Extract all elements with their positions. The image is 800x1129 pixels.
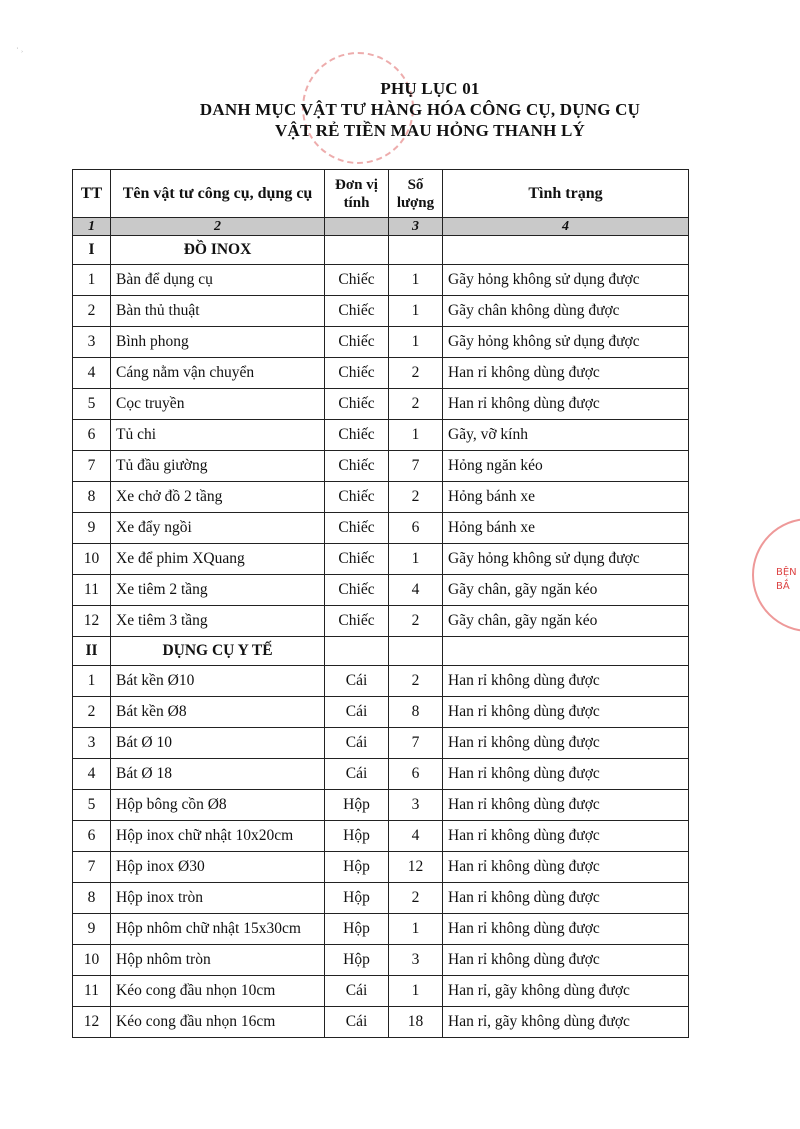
item-unit: Hộp — [325, 821, 389, 852]
item-quantity: 1 — [389, 327, 443, 358]
item-condition: Han rỉ không dùng được — [443, 358, 689, 389]
section-title: ĐỒ INOX — [111, 236, 325, 265]
item-quantity: 7 — [389, 451, 443, 482]
table-header-row — [73, 170, 689, 218]
item-unit: Chiếc — [325, 389, 389, 420]
item-condition: Han rỉ không dùng được — [443, 883, 689, 914]
header-name: Tên vật tư công cụ, dụng cụ — [111, 170, 325, 218]
empty-cell — [443, 236, 689, 265]
item-unit: Chiếc — [325, 296, 389, 327]
item-condition: Gãy hỏng không sử dụng được — [443, 327, 689, 358]
item-condition: Han rỉ, gãy không dùng được — [443, 1007, 689, 1038]
item-quantity: 2 — [389, 482, 443, 513]
item-quantity: 1 — [389, 544, 443, 575]
empty-cell — [325, 236, 389, 265]
section-title: DỤNG CỤ Y TẾ — [111, 637, 325, 666]
empty-cell — [389, 637, 443, 666]
item-name: Bàn thủ thuật — [111, 296, 325, 327]
item-number: 5 — [73, 389, 111, 420]
item-unit: Chiếc — [325, 544, 389, 575]
item-quantity: 12 — [389, 852, 443, 883]
table-row — [73, 883, 689, 914]
item-quantity: 1 — [389, 296, 443, 327]
item-condition: Han rỉ không dùng được — [443, 759, 689, 790]
item-name: Xe tiêm 2 tầng — [111, 575, 325, 606]
section-number: II — [73, 637, 111, 666]
item-name: Bát kền Ø10 — [111, 666, 325, 697]
index-cell: 4 — [443, 218, 689, 236]
item-unit: Cái — [325, 697, 389, 728]
item-number: 2 — [73, 697, 111, 728]
appendix-heading: PHỤ LỤC 01 — [380, 79, 480, 98]
table-row — [73, 513, 689, 544]
item-name: Xe để phim XQuang — [111, 544, 325, 575]
item-condition: Han rỉ không dùng được — [443, 821, 689, 852]
table-row — [73, 976, 689, 1007]
item-number: 12 — [73, 606, 111, 637]
item-number: 5 — [73, 790, 111, 821]
item-number: 11 — [73, 575, 111, 606]
item-name: Bát Ø 18 — [111, 759, 325, 790]
stamp-side-text-1: BỆN — [776, 567, 797, 578]
table-row — [73, 914, 689, 945]
item-number: 8 — [73, 883, 111, 914]
table-row — [73, 358, 689, 389]
item-quantity: 18 — [389, 1007, 443, 1038]
item-unit: Cái — [325, 759, 389, 790]
item-quantity: 2 — [389, 358, 443, 389]
item-unit: Hộp — [325, 883, 389, 914]
item-name: Bát kền Ø8 — [111, 697, 325, 728]
table-row — [73, 790, 689, 821]
item-condition: Han rỉ không dùng được — [443, 852, 689, 883]
header-tt: TT — [73, 170, 111, 218]
section-number: I — [73, 236, 111, 265]
index-cell: 3 — [389, 218, 443, 236]
item-number: 9 — [73, 513, 111, 544]
item-quantity: 6 — [389, 513, 443, 544]
item-unit: Hộp — [325, 945, 389, 976]
item-condition: Han rỉ, gãy không dùng được — [443, 976, 689, 1007]
item-unit: Chiếc — [325, 420, 389, 451]
item-number: 10 — [73, 945, 111, 976]
item-condition: Han rỉ không dùng được — [443, 697, 689, 728]
item-number: 3 — [73, 327, 111, 358]
item-quantity: 3 — [389, 945, 443, 976]
item-name: Tủ chi — [111, 420, 325, 451]
item-quantity: 7 — [389, 728, 443, 759]
section-row — [73, 236, 689, 265]
item-name: Kéo cong đầu nhọn 10cm — [111, 976, 325, 1007]
item-quantity: 2 — [389, 883, 443, 914]
item-quantity: 8 — [389, 697, 443, 728]
item-number: 3 — [73, 728, 111, 759]
index-row — [73, 218, 689, 236]
item-unit: Chiếc — [325, 358, 389, 389]
table-row — [73, 852, 689, 883]
item-unit: Chiếc — [325, 327, 389, 358]
table-row — [73, 1007, 689, 1038]
header-condition: Tình trạng — [443, 170, 689, 218]
document-title — [0, 78, 800, 141]
empty-cell — [325, 637, 389, 666]
item-number: 7 — [73, 451, 111, 482]
item-quantity: 4 — [389, 575, 443, 606]
item-name: Hộp nhôm chữ nhật 15x30cm — [111, 914, 325, 945]
item-condition: Hỏng bánh xe — [443, 482, 689, 513]
item-number: 6 — [73, 821, 111, 852]
item-unit: Chiếc — [325, 265, 389, 296]
item-quantity: 2 — [389, 666, 443, 697]
item-quantity: 2 — [389, 389, 443, 420]
item-number: 9 — [73, 914, 111, 945]
empty-cell — [389, 236, 443, 265]
table-row — [73, 821, 689, 852]
item-quantity: 1 — [389, 976, 443, 1007]
item-number: 4 — [73, 759, 111, 790]
item-number: 8 — [73, 482, 111, 513]
item-condition: Gãy chân, gãy ngăn kéo — [443, 606, 689, 637]
item-quantity: 1 — [389, 420, 443, 451]
item-name: Hộp bông cồn Ø8 — [111, 790, 325, 821]
table-row — [73, 697, 689, 728]
list-subheading: VẬT RẺ TIỀN MAU HỎNG THANH LÝ — [275, 121, 585, 140]
item-number: 10 — [73, 544, 111, 575]
item-name: Hộp inox Ø30 — [111, 852, 325, 883]
table-row — [73, 420, 689, 451]
item-unit: Cái — [325, 976, 389, 1007]
item-quantity: 1 — [389, 265, 443, 296]
inventory-table — [72, 169, 689, 1038]
item-unit: Chiếc — [325, 575, 389, 606]
table-row — [73, 606, 689, 637]
item-condition: Gãy hỏng không sử dụng được — [443, 265, 689, 296]
item-number: 11 — [73, 976, 111, 1007]
item-condition: Gãy hỏng không sử dụng được — [443, 544, 689, 575]
table-row — [73, 759, 689, 790]
item-condition: Gãy chân, gãy ngăn kéo — [443, 575, 689, 606]
table-row — [73, 945, 689, 976]
table-row — [73, 575, 689, 606]
item-condition: Hỏng ngăn kéo — [443, 451, 689, 482]
item-unit: Cái — [325, 666, 389, 697]
item-name: Tủ đầu giường — [111, 451, 325, 482]
list-heading: DANH MỤC VẬT TƯ HÀNG HÓA CÔNG CỤ, DỤNG CỤ — [199, 100, 641, 119]
header-qty: Số lượng — [389, 170, 443, 218]
item-number: 6 — [73, 420, 111, 451]
stamp-side-text-2: BẮ — [776, 581, 790, 592]
item-unit: Hộp — [325, 852, 389, 883]
item-condition: Gãy, vỡ kính — [443, 420, 689, 451]
item-name: Cọc truyền — [111, 389, 325, 420]
item-name: Xe tiêm 3 tầng — [111, 606, 325, 637]
item-name: Bình phong — [111, 327, 325, 358]
section-row — [73, 637, 689, 666]
item-quantity: 1 — [389, 914, 443, 945]
table-row — [73, 327, 689, 358]
item-name: Hộp inox tròn — [111, 883, 325, 914]
scan-specks: ˙ ˒ — [16, 46, 24, 55]
item-quantity: 4 — [389, 821, 443, 852]
item-condition: Han rỉ không dùng được — [443, 790, 689, 821]
item-name: Xe đẩy ngồi — [111, 513, 325, 544]
item-number: 4 — [73, 358, 111, 389]
item-quantity: 2 — [389, 606, 443, 637]
item-unit: Chiếc — [325, 482, 389, 513]
item-name: Xe chở đồ 2 tầng — [111, 482, 325, 513]
item-unit: Hộp — [325, 790, 389, 821]
item-name: Hộp inox chữ nhật 10x20cm — [111, 821, 325, 852]
item-name: Kéo cong đầu nhọn 16cm — [111, 1007, 325, 1038]
item-condition: Han rỉ không dùng được — [443, 914, 689, 945]
index-cell: 2 — [111, 218, 325, 236]
item-unit: Cái — [325, 1007, 389, 1038]
header-unit: Đơn vị tính — [325, 170, 389, 218]
item-unit: Chiếc — [325, 451, 389, 482]
item-condition: Han rỉ không dùng được — [443, 728, 689, 759]
item-name: Hộp nhôm tròn — [111, 945, 325, 976]
item-condition: Han rỉ không dùng được — [443, 945, 689, 976]
index-cell — [325, 218, 389, 236]
table-row — [73, 544, 689, 575]
item-name: Cáng nằm vận chuyển — [111, 358, 325, 389]
item-unit: Hộp — [325, 914, 389, 945]
item-name: Bàn để dụng cụ — [111, 265, 325, 296]
stamp-side-text — [776, 566, 797, 594]
item-quantity: 3 — [389, 790, 443, 821]
item-condition: Han rỉ không dùng được — [443, 389, 689, 420]
table-row — [73, 265, 689, 296]
item-name: Bát Ø 10 — [111, 728, 325, 759]
table-row — [73, 666, 689, 697]
item-unit: Cái — [325, 728, 389, 759]
table-row — [73, 728, 689, 759]
item-condition: Han rỉ không dùng được — [443, 666, 689, 697]
item-condition: Hỏng bánh xe — [443, 513, 689, 544]
item-number: 2 — [73, 296, 111, 327]
table-row — [73, 389, 689, 420]
item-number: 1 — [73, 666, 111, 697]
item-number: 12 — [73, 1007, 111, 1038]
item-unit: Chiếc — [325, 606, 389, 637]
table-row — [73, 296, 689, 327]
table-row — [73, 451, 689, 482]
empty-cell — [443, 637, 689, 666]
item-number: 1 — [73, 265, 111, 296]
table-row — [73, 482, 689, 513]
index-cell: 1 — [73, 218, 111, 236]
item-condition: Gãy chân không dùng được — [443, 296, 689, 327]
item-number: 7 — [73, 852, 111, 883]
item-quantity: 6 — [389, 759, 443, 790]
item-unit: Chiếc — [325, 513, 389, 544]
